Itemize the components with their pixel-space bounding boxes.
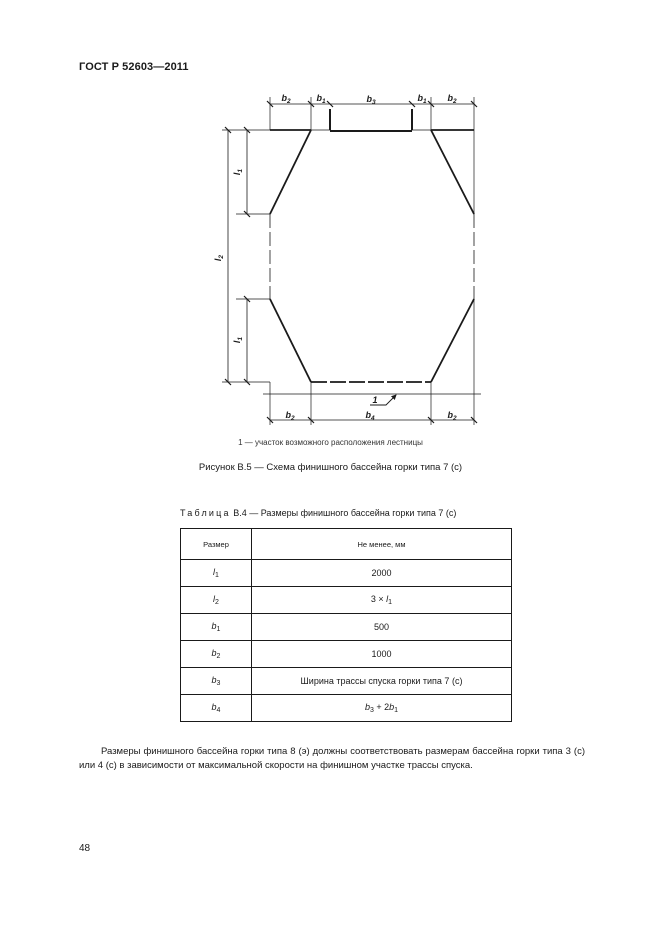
- label-b4-bottom: $b_4$: [365, 410, 375, 422]
- row-value: 2000: [252, 560, 512, 587]
- figure-caption: Рисунок В.5 — Схема финишного бассейна горки типа 7 (с): [198, 462, 463, 473]
- row-symbol: $b_2$: [181, 641, 252, 668]
- label-l1-top: $l_1$: [232, 168, 244, 176]
- table-header-row: [181, 529, 512, 560]
- table-title-text: В.4 — Размеры финишного бассейна горки типа 7 (с): [230, 508, 457, 518]
- document-header: ГОСТ Р 52603—2011: [79, 61, 189, 73]
- label-b2-bottom-left: $b_2$: [285, 410, 295, 422]
- row-symbol: $b_1$: [181, 614, 252, 641]
- table-title-prefix: Таблица: [180, 508, 231, 518]
- header-size: Размер: [181, 529, 252, 560]
- table-row: [181, 695, 512, 722]
- label-b1-top-right: $b_1$: [417, 93, 427, 105]
- dimensions-table: [180, 528, 512, 722]
- table-row: [181, 560, 512, 587]
- entry-channel: [330, 109, 412, 131]
- label-b2-bottom-right: $b_2$: [447, 410, 457, 422]
- row-symbol: $l_2$: [181, 587, 252, 614]
- table-row: [181, 641, 512, 668]
- table-row: [181, 614, 512, 641]
- label-l2: $l_2$: [213, 254, 225, 262]
- label-b1-top-left: $b_1$: [316, 93, 326, 105]
- row-value: $3 \times l_1$: [252, 587, 512, 614]
- table-row: [181, 587, 512, 614]
- label-b2-top-right: $b_2$: [447, 93, 457, 105]
- label-b2-top-left: $b_2$: [281, 93, 291, 105]
- row-value: Ширина трассы спуска горки типа 7 (с): [252, 668, 512, 695]
- label-b3-top: $b_3$: [366, 94, 376, 106]
- row-value: $b_3 + 2b_1$: [252, 695, 512, 722]
- row-symbol: $b_3$: [181, 668, 252, 695]
- label-l1-bottom: $l_1$: [232, 336, 244, 344]
- figure-legend: 1 — участок возможного расположения лестницы: [238, 438, 423, 447]
- marker-1-label: 1: [372, 395, 378, 405]
- row-value: 500: [252, 614, 512, 641]
- row-symbol: $b_4$: [181, 695, 252, 722]
- body-paragraph: Размеры финишного бассейна горки типа 8 (э) должны соответствовать размерам бассейна горки типа 3 (с) или 4 (с) в зависимости от максимальной скорости на финишном участке трассы спуска.: [79, 746, 585, 771]
- pool-scheme-diagram: [200, 85, 500, 435]
- header-min: Не менее, мм: [252, 529, 512, 560]
- row-symbol: $l_1$: [181, 560, 252, 587]
- pool-outline: [270, 130, 474, 382]
- page-number: 48: [79, 843, 91, 854]
- row-value: 1000: [252, 641, 512, 668]
- table-title: [180, 508, 456, 518]
- table-row: [181, 668, 512, 695]
